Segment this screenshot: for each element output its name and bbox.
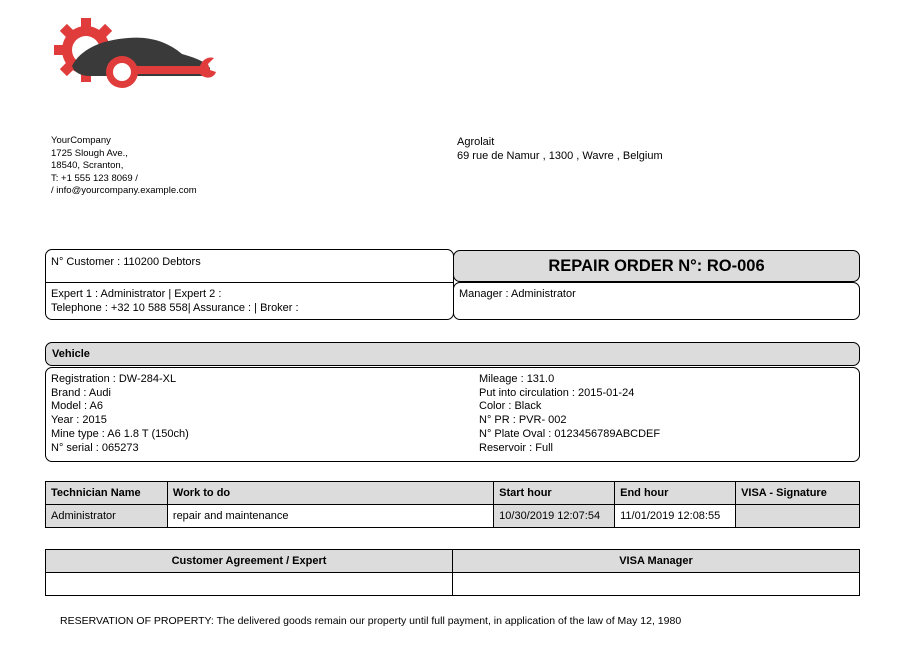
agreement-table [45,549,860,596]
col-visa-manager: VISA Manager [453,550,860,573]
vehicle-pr-number: N° PR : PVR- 002 [479,414,567,427]
cell-visa [736,505,860,528]
customer-box [45,249,454,283]
vehicle-serial: N° serial : 065273 [51,441,139,454]
col-work-to-do: Work to do [167,482,493,505]
vehicle-mileage: Mileage : 131.0 [479,373,555,385]
customer-number: N° Customer : 110200 Debtors [51,256,201,268]
vehicle-color: Color : Black [479,400,542,413]
table-header-row [46,482,860,505]
vehicle-year: Year : 2015 [51,414,107,427]
vehicle-left-column [51,373,189,455]
vehicle-details [45,367,860,462]
col-customer-agreement: Customer Agreement / Expert [46,550,453,573]
company-phone: T: +1 555 123 8069 / [51,172,138,184]
table-header-row [46,550,860,573]
partner-street: 69 rue de Namur , 1300 , Wavre , Belgium [457,150,663,162]
table-row [46,573,860,596]
cell-work: repair and maintenance [167,505,493,528]
col-start-hour: Start hour [494,482,615,505]
vehicle-header: Vehicle [45,342,860,366]
manager-box [453,282,860,320]
vehicle-mine-type: Mine type : A6 1.8 T (150ch) [51,427,189,440]
repair-order-title: REPAIR ORDER N°: RO-006 [453,250,860,282]
cell-start-hour: 10/30/2019 12:07:54 [494,505,615,528]
cell-manager-signature [453,573,860,596]
expert-line: Expert 1 : Administrator | Expert 2 : [51,288,222,300]
work-table [45,481,860,528]
partner-name: Agrolait [457,136,495,148]
vehicle-registration: Registration : DW-284-XL [51,373,177,385]
col-technician-name: Technician Name [46,482,168,505]
table-row [46,505,860,528]
company-logo [50,14,220,94]
expert-box [45,282,454,320]
company-email: / info@yourcompany.example.com [51,185,197,197]
vehicle-model: Model : A6 [51,400,103,413]
col-end-hour: End hour [615,482,736,505]
reservation-notice: RESERVATION OF PROPERTY: The delivered goods remain our property until full payment, in application of the law of May 12, 1980 [60,615,682,627]
cell-end-hour: 11/01/2019 12:08:55 [615,505,736,528]
company-city: 18540, Scranton, [51,160,124,172]
col-visa-signature: VISA - Signature [736,482,860,505]
partner-address [457,135,663,163]
vehicle-brand: Brand : Audi [51,386,111,399]
company-name: YourCompany [51,135,111,146]
cell-agreement-signature [46,573,453,596]
telephone-line: Telephone : +32 10 588 558| Assurance : | Broker : [51,301,299,314]
company-street: 1725 Slough Ave., [51,147,128,159]
vehicle-right-column [479,373,660,455]
vehicle-circulation-date: Put into circulation : 2015-01-24 [479,386,635,399]
manager-line: Manager : Administrator [459,288,576,300]
cell-technician: Administrator [46,505,168,528]
vehicle-reservoir: Reservoir : Full [479,441,553,454]
vehicle-plate-oval: N° Plate Oval : 0123456789ABCDEF [479,427,661,440]
company-address [51,135,197,198]
